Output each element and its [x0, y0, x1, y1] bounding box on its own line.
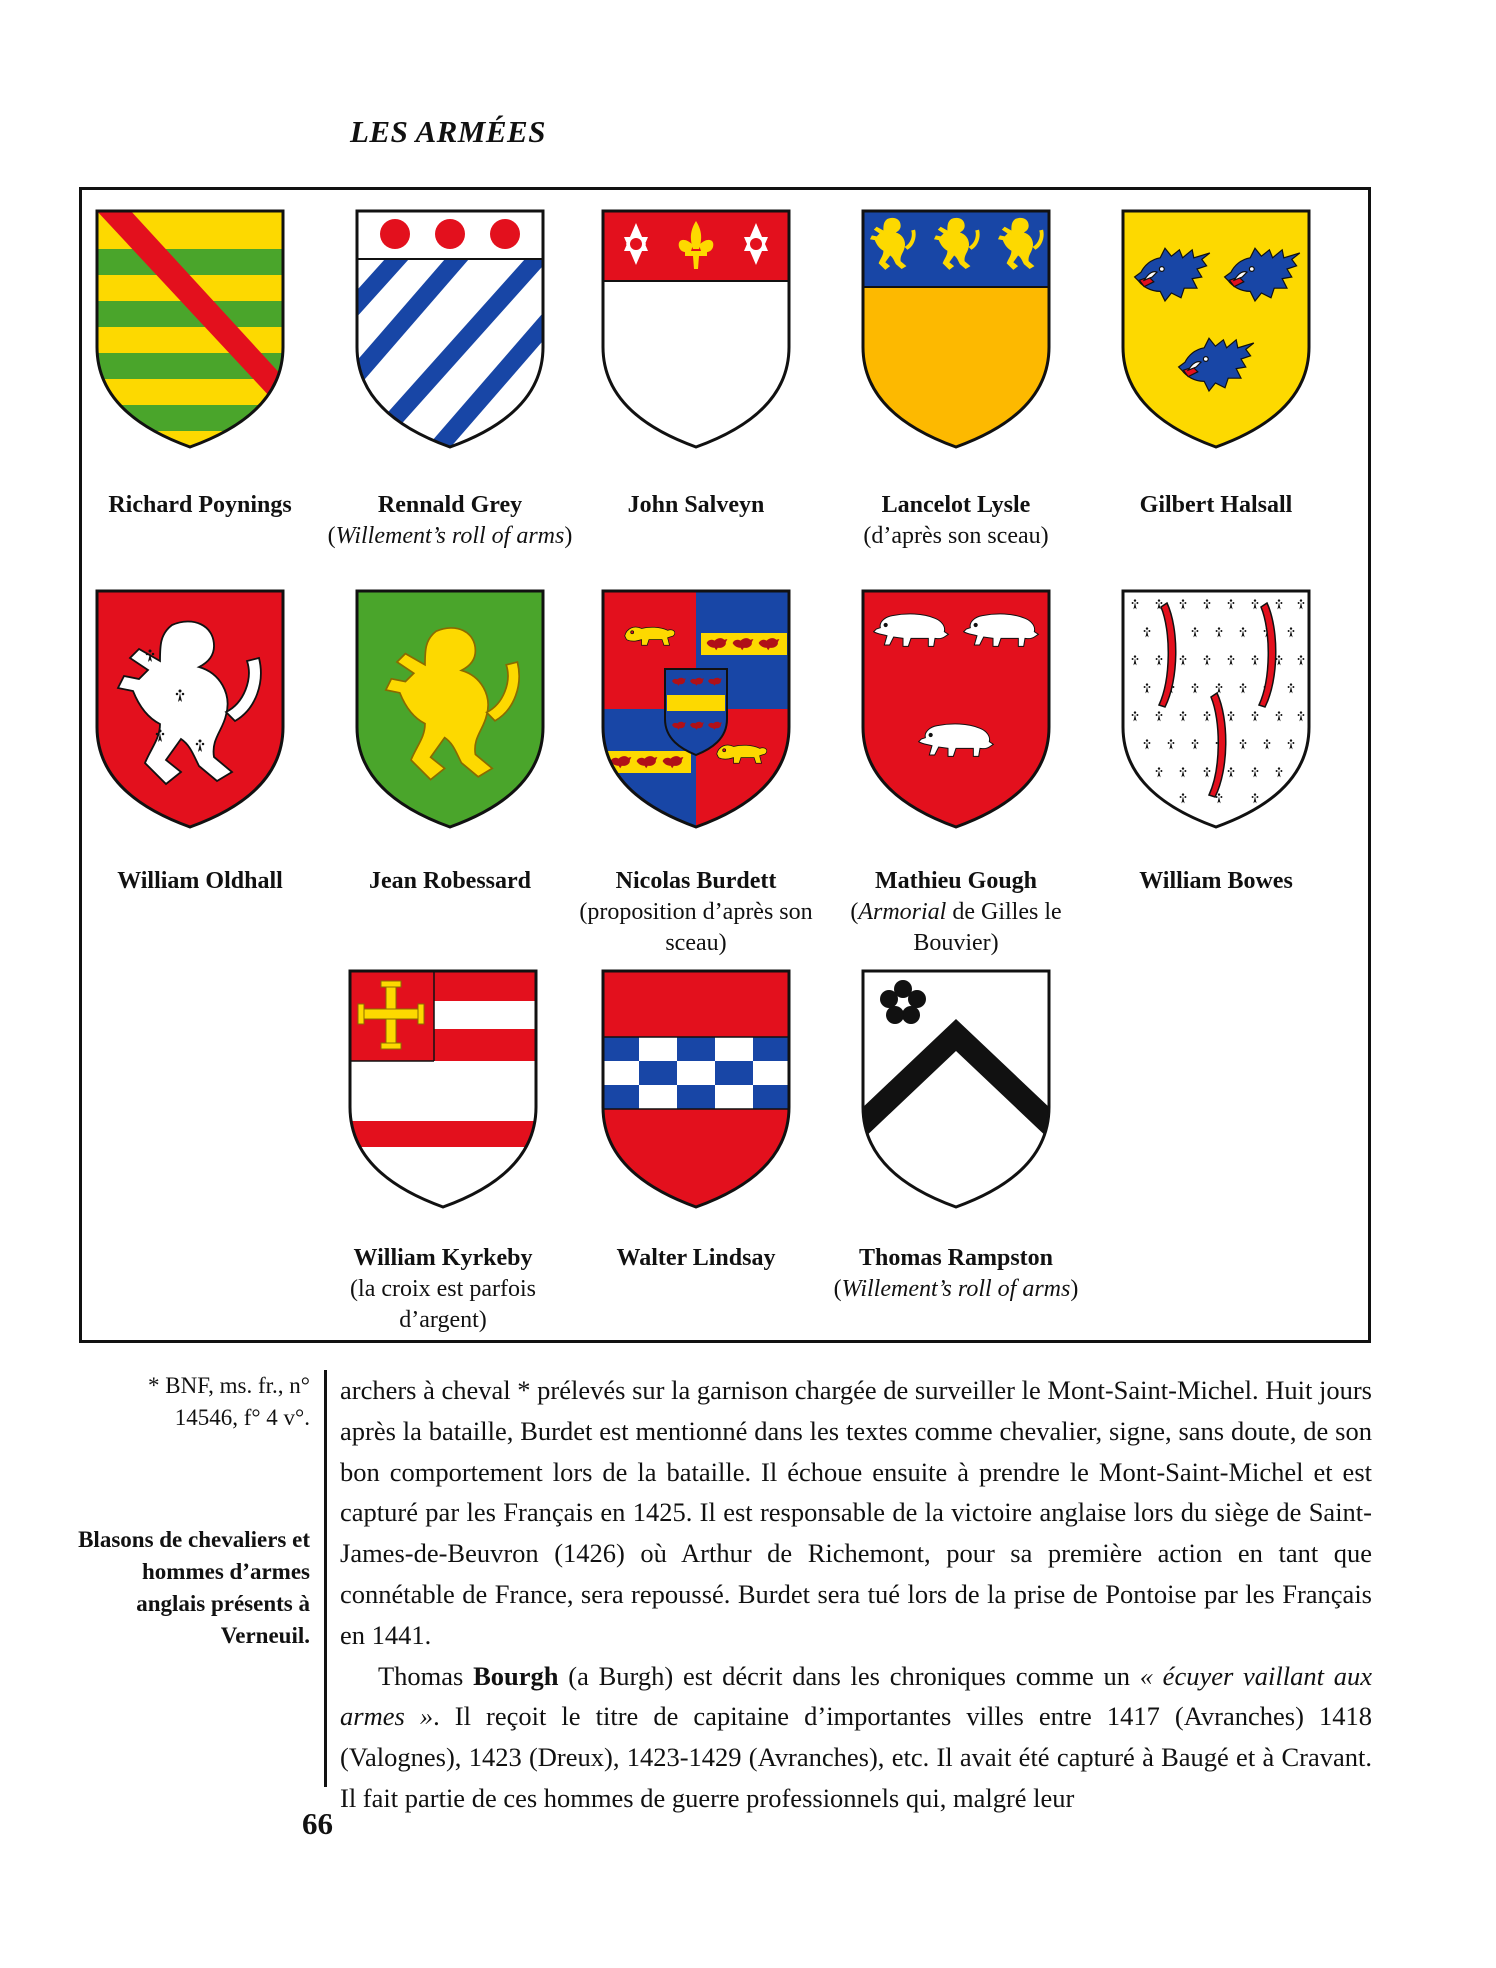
- caption-william-bowes: [1091, 866, 1341, 897]
- shield-name: Jean Robessard: [368, 868, 531, 894]
- shield-nicolas-burdett: [601, 589, 791, 829]
- caption-lancelot-lysle: [831, 490, 1081, 552]
- page-number: 66: [302, 1806, 333, 1841]
- shield-name: William Bowes: [1139, 868, 1293, 894]
- shield-name: Thomas Rampston: [858, 1245, 1054, 1271]
- shield-name: Lancelot Lysle: [881, 492, 1031, 518]
- caption-william-kyrkeby: [318, 1243, 568, 1336]
- shield-william-bowes: [1121, 589, 1311, 829]
- plate-caption: Blasons de chevaliers et hommes d’armes anglais présents à Verneuil.: [78, 1527, 310, 1648]
- caption-richard-poynings: [75, 490, 325, 521]
- shield-rennald-grey: [355, 209, 545, 449]
- shield-william-oldhall: [95, 589, 285, 829]
- shield-name: Richard Poynings: [108, 492, 292, 518]
- heraldry-plate: [79, 187, 1371, 1343]
- shield-note: (d’après son sceau): [863, 523, 1049, 549]
- shield-note: (Armorial de Gilles le Bouvier): [850, 899, 1062, 956]
- shield-walter-lindsay: [601, 969, 791, 1209]
- shield-jean-robessard: [355, 589, 545, 829]
- column-rule: [324, 1370, 327, 1787]
- caption-john-salveyn: [571, 490, 821, 521]
- shield-john-salveyn: [601, 209, 791, 449]
- shield-name: Mathieu Gough: [874, 868, 1038, 894]
- shield-name: William Kyrkeby: [353, 1245, 533, 1271]
- paragraph-2: Thomas Bourgh (a Burgh) est décrit dans les chroniques comme un « écuyer vaillant aux armes ». Il reçoit le titre de capitaine d’importantes villes entre 1417 (Avranches) 1418 (Valognes), 1423 (Dreux), 1423-1429 (Avranches), etc. Il avait été capturé à Baugé et à Cravant. Il fait partie de ces hommes de guerre professionnels qui, malgré leur: [340, 1660, 1372, 1813]
- shield-name: Gilbert Halsall: [1139, 492, 1293, 518]
- shield-gilbert-halsall: [1121, 209, 1311, 449]
- shield-richard-poynings: [95, 209, 285, 449]
- footnote: * BNF, ms. fr., n° 14546, f° 4 v°.: [148, 1373, 310, 1430]
- caption-nicolas-burdett: [571, 866, 821, 959]
- shield-name: Rennald Grey: [377, 492, 523, 518]
- caption-jean-robessard: [325, 866, 575, 897]
- shield-william-kyrkeby: [348, 969, 538, 1209]
- running-head: LES ARMÉES: [350, 114, 546, 149]
- shield-name: Walter Lindsay: [616, 1245, 776, 1271]
- shield-thomas-rampston: [861, 969, 1051, 1209]
- caption-rennald-grey: [325, 490, 575, 552]
- caption-walter-lindsay: [571, 1243, 821, 1274]
- shield-note: (Willement’s roll of arms): [833, 1276, 1079, 1302]
- shield-name: William Oldhall: [117, 868, 283, 894]
- shield-note: (Willement’s roll of arms): [327, 523, 573, 549]
- caption-thomas-rampston: [831, 1243, 1081, 1305]
- body-text: [340, 1370, 1372, 1819]
- shield-note: (la croix est parfois d’argent): [350, 1276, 536, 1333]
- shield-name: John Salveyn: [627, 492, 765, 518]
- shield-name: Nicolas Burdett: [615, 868, 777, 894]
- caption-mathieu-gough: [831, 866, 1081, 959]
- shield-lancelot-lysle: [861, 209, 1051, 449]
- shield-mathieu-gough: [861, 589, 1051, 829]
- paragraph-1: archers à cheval * prélevés sur la garnison chargée de surveiller le Mont-Saint-Michel. Huit jours après la bataille, Burdet est mentionné dans les textes comme chevalier, signe, sans doute, de son bon comportement lors de la bataille. Il échoue ensuite à prendre le Mont-Saint-Michel et est capturé par les Français en 1425. Il est responsable de la victoire anglaise lors du siège de Saint-James-de-Beuvron (1426) où Arthur de Richemont, pour sa première action en tant que connétable de France, sera repoussé. Burdet sera tué lors de la prise de Pontoise par les Français en 1441.: [340, 1375, 1372, 1650]
- shield-note: (proposition d’après son sceau): [579, 899, 813, 956]
- caption-gilbert-halsall: [1091, 490, 1341, 521]
- caption-william-oldhall: [75, 866, 325, 897]
